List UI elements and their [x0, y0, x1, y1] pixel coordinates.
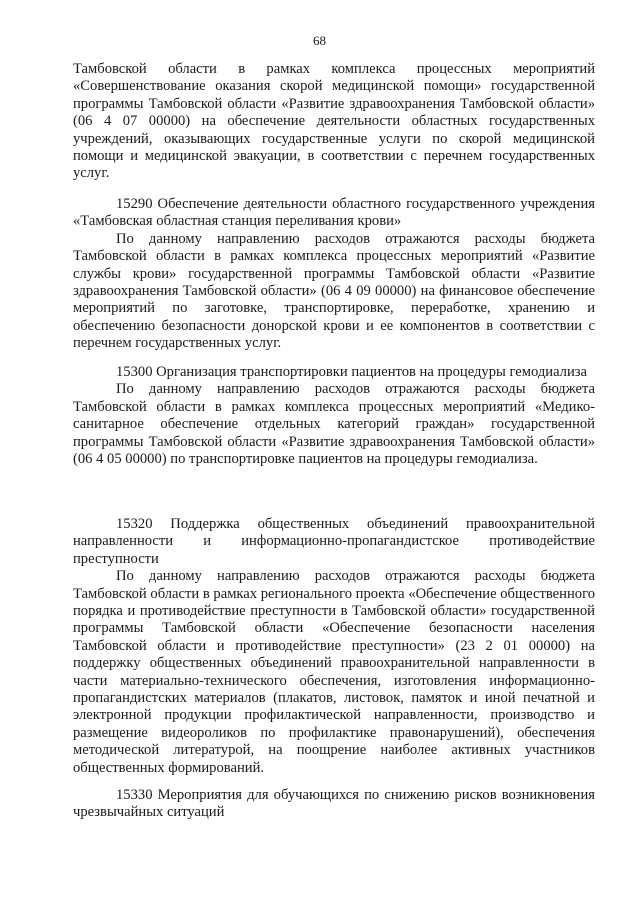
body-paragraph: Тамбовской области в рамках комплекса процессных мероприятий «Совершенствование оказания скорой медицинской помощи» государственной программы Тамбовской области «Развитие здравоохранения Тамбовской области» (06 4 07 00000) на обеспечение деятельности областных государственных учреждений, оказывающих государственные услуги по скорой медицинской помощи и медицинской эвакуации, в соответствии с перечнем государственных услуг.	[73, 61, 595, 182]
section-15290	[73, 196, 595, 353]
body-paragraph: По данному направлению расходов отражаются расходы бюджета Тамбовской области в рамках комплекса процессных мероприятий «Медико-санитарное обеспечение отдельных категорий граждан» государственной программы Тамбовской области «Развитие здравоохранения Тамбовской области» (06 4 05 00000) по транспортировке пациентов на процедуры гемодиализа.	[73, 381, 595, 468]
body-paragraph: По данному направлению расходов отражаются расходы бюджета Тамбовской области в рамках регионального проекта «Обеспечение общественного порядка и противодействие преступности в Тамбовской области» государственной программы Тамбовской области «Обеспечение безопасности населения Тамбовской области и противодействие преступности» (23 2 01 00000) на поддержку общественных объединений правоохранительной направленности в части материально-технического обеспечения, изготовления информационно-пропагандистских материалов (плакатов, листовок, памяток и иной печатной и электронной продукции профилактической направленности, производство и размещение видеороликов по профилактике правонарушений), обеспечения методической литературой, на поощрение наиболее активных участников общественных формирований.	[73, 568, 595, 776]
page-number: 68	[313, 33, 326, 48]
continuation-section	[73, 61, 595, 183]
section-15320	[73, 516, 595, 777]
section-15330	[73, 787, 595, 822]
section-15300	[73, 364, 595, 468]
section-heading: 15320 Поддержка общественных объединений правоохранительной направленности и информационно-пропагандистское противодействие преступности	[73, 516, 595, 567]
section-heading: 15330 Мероприятия для обучающихся по снижению рисков возникновения чрезвычайных ситуаций	[73, 787, 595, 821]
section-heading: 15300 Организация транспортировки пациентов на процедуры гемодиализа	[116, 364, 588, 380]
section-heading: 15290 Обеспечение деятельности областного государственного учреждения «Тамбовская областная станция переливания крови»	[73, 196, 595, 230]
body-paragraph: По данному направлению расходов отражаются расходы бюджета Тамбовской области в рамках комплекса процессных мероприятий «Развитие службы крови» государственной программы Тамбовской области «Развитие здравоохранения Тамбовской области» (06 4 09 00000) на финансовое обеспечение мероприятий по заготовке, транспортировке, переработке, хранению и обеспечению безопасности донорской крови и ее компонентов в соответствии с перечнем государственных услуг.	[73, 230, 595, 352]
